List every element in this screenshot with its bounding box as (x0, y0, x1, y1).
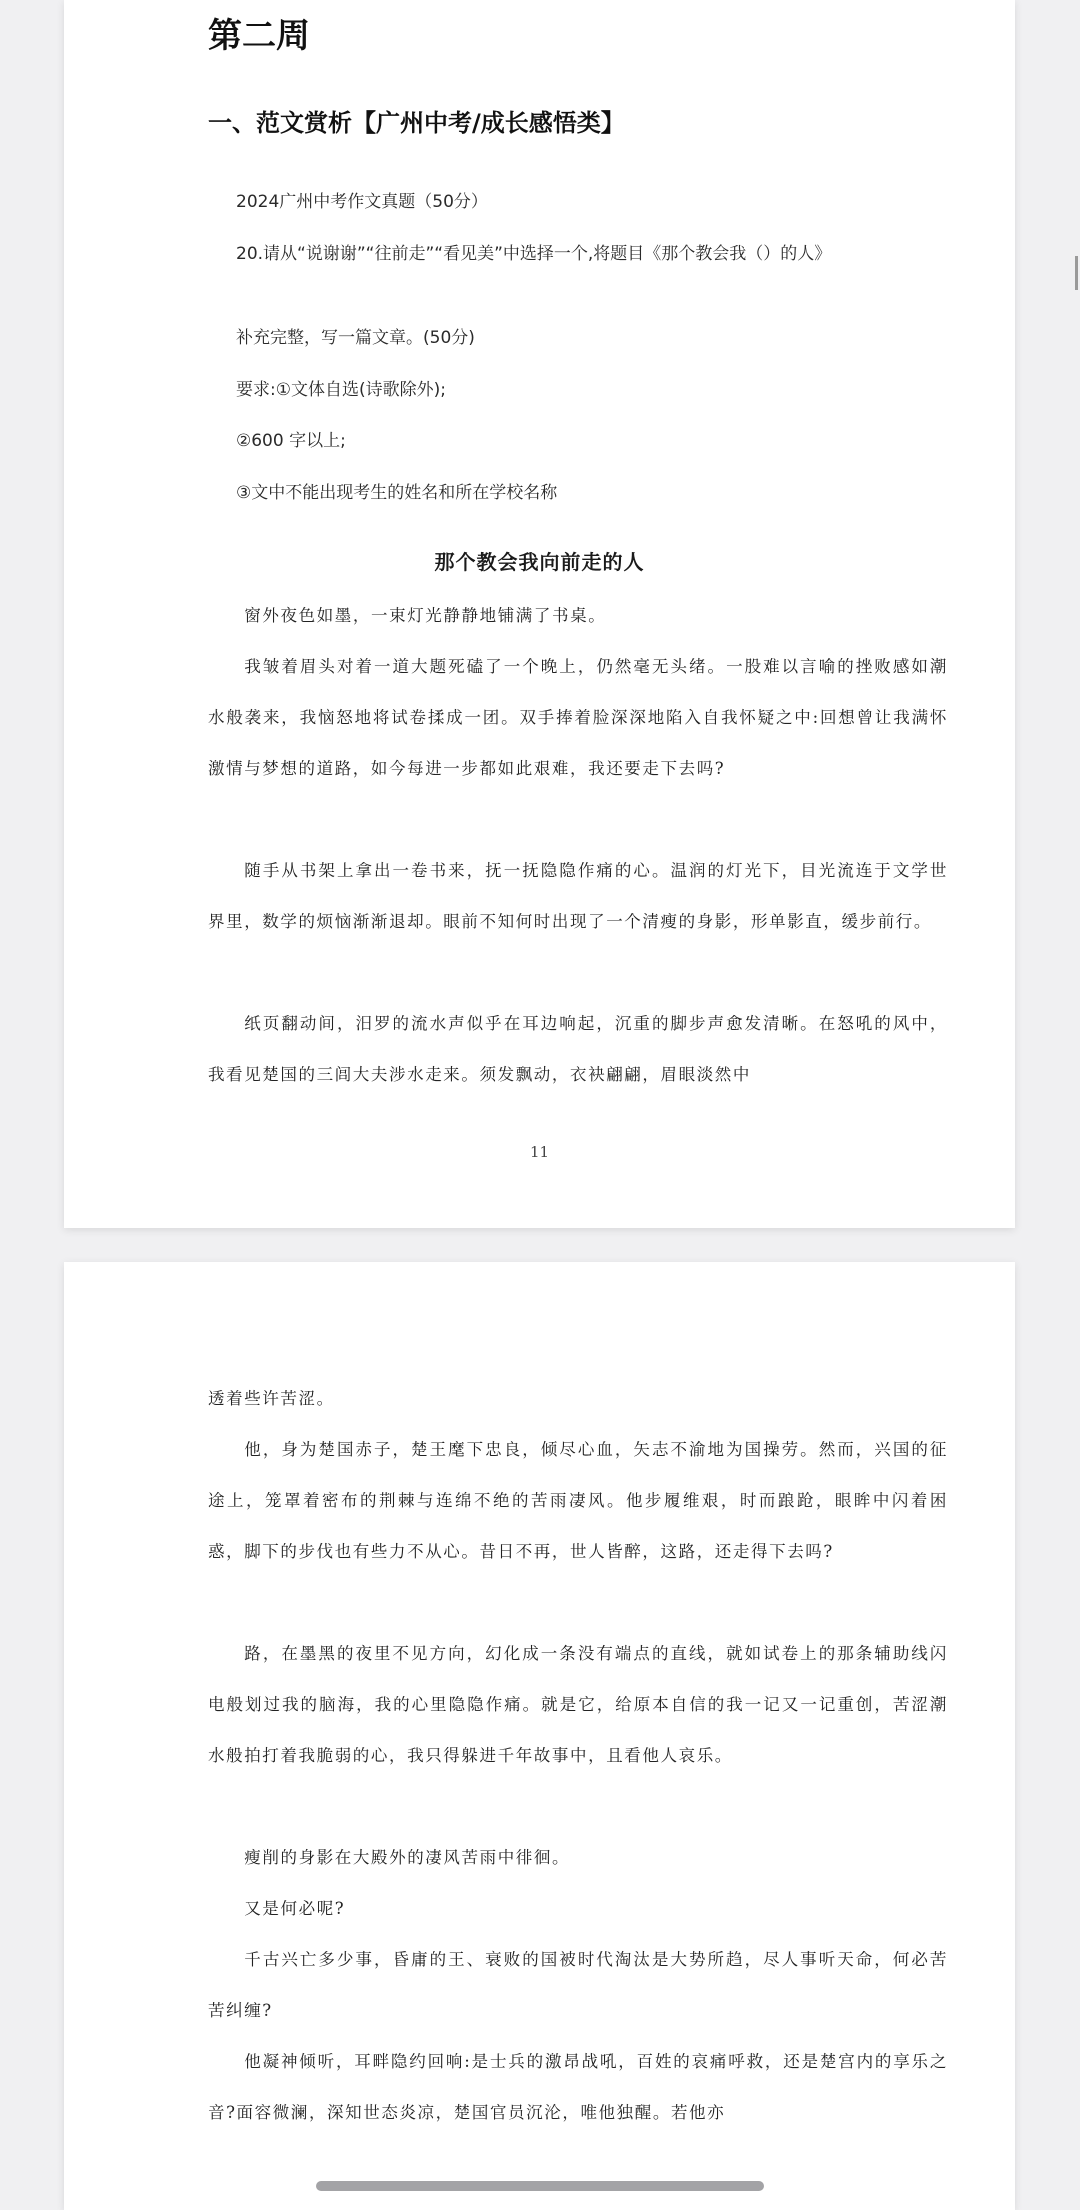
essay-paragraph: 他，身为楚国赤子，楚王麾下忠良，倾尽心血，矢志不渝地为国操劳。然而，兴国的征途上，笼罩着密布的荆棘与连绵不绝的苦雨凄风。他步履维艰，时而踉跄，眼眸中闪着困惑，脚下的步伐也有些力不从心。昔日不再，世人皆醉，这路，还走得下去吗? (208, 1440, 948, 1561)
week-title: 第二周 (208, 16, 310, 56)
document-page-1 (64, 0, 1015, 1228)
essay-paragraph: 路，在墨黑的夜里不见方向，幻化成一条没有端点的直线，就如试卷上的那条辅助线闪电般划过我的脑海，我的心里隐隐作痛。就是它，给原本自信的我一记又一记重创，苦涩潮水般拍打着我脆弱的心，我只得躲进千年故事中，且看他人哀乐。 (208, 1644, 948, 1765)
essay-title: 那个教会我向前走的人 (434, 550, 645, 574)
exam-prompt-line: ②600 字以上; (236, 431, 346, 451)
essay-paragraph: 他凝神倾听，耳畔隐约回响:是士兵的激昂战吼，百姓的哀痛呼救，还是楚宫内的享乐之音?面容微澜，深知世态炎凉，楚国官员沉沦，唯他独醒。若他亦 (208, 2052, 948, 2122)
essay-paragraph: 千古兴亡多少事，昏庸的王、衰败的国被时代淘汰是大势所趋，尽人事听天命，何必苦苦纠缠? (208, 1950, 948, 2020)
essay-paragraph: 窗外夜色如墨，一束灯光静静地铺满了书桌。 (244, 606, 607, 625)
essay-paragraph: 我皱着眉头对着一道大题死磕了一个晚上，仍然毫无头绪。一股难以言喻的挫败感如潮水般袭来，我恼怒地将试卷揉成一团。双手捧着脸深深地陷入自我怀疑之中:回想曾让我满怀激情与梦想的道路，如今每进一步都如此艰难，我还要走下去吗? (208, 657, 948, 778)
section-title: 一、范文赏析【广州中考/成长感悟类】 (208, 109, 625, 137)
document-page-2 (64, 1262, 1015, 2210)
exam-prompt-line: ③文中不能出现考生的姓名和所在学校名称 (236, 483, 558, 503)
exam-prompt-line: 补充完整，写一篇文章。(50分) (236, 328, 475, 348)
home-indicator-bar[interactable] (316, 2181, 764, 2191)
essay-paragraph: 又是何必呢? (244, 1899, 346, 1918)
exam-prompt-line: 2024广州中考作文真题（50分） (236, 192, 488, 212)
scroll-indicator[interactable] (1075, 256, 1078, 290)
essay-paragraph: 透着些许苦涩。 (208, 1389, 335, 1408)
essay-paragraph: 纸页翻动间，汨罗的流水声似乎在耳边响起，沉重的脚步声愈发清晰。在怒吼的风中，我看见楚国的三闾大夫涉水走来。须发飘动，衣袂翩翩，眉眼淡然中 (208, 1014, 948, 1084)
exam-prompt-line: 要求:①文体自选(诗歌除外); (236, 380, 446, 400)
page-number: 11 (529, 1143, 550, 1161)
essay-paragraph: 随手从书架上拿出一卷书来，抚一抚隐隐作痛的心。温润的灯光下，目光流连于文学世界里，数学的烦恼渐渐退却。眼前不知何时出现了一个清瘦的身影，形单影直，缓步前行。 (208, 861, 948, 931)
essay-paragraph: 瘦削的身影在大殿外的凄风苦雨中徘徊。 (244, 1848, 571, 1867)
exam-prompt-line: 20.请从“说谢谢”“往前走”“看见美”中选择一个,将题目《那个教会我（）的人》 (236, 244, 832, 264)
